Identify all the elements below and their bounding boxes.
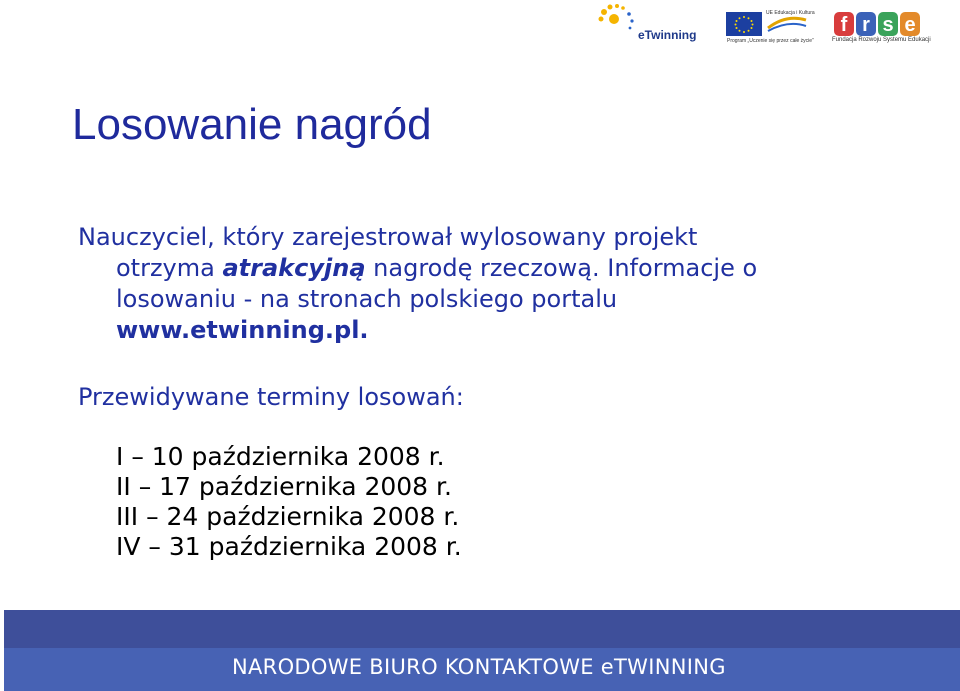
dates-subheading: Przewidywane terminy losowań: — [78, 383, 464, 411]
slide-title: Losowanie nagród — [72, 100, 432, 149]
etwinning-logo-text: eTwinning — [638, 28, 697, 42]
para-line-2-pre: otrzyma — [116, 254, 223, 282]
portal-link[interactable]: www.etwinning.pl. — [116, 316, 369, 344]
lifelong-learning-swoosh-icon — [766, 14, 808, 34]
svg-text:s: s — [882, 14, 894, 36]
footer-band-top — [4, 610, 960, 648]
emphasis-text: atrakcyjną — [222, 254, 366, 282]
svg-text:e: e — [904, 14, 916, 36]
eu-caption-2: Program „Uczenie się przez całe życie” — [727, 38, 814, 44]
dates-list — [116, 442, 462, 562]
para-line-3: losowaniu - na stronach polskiego portalu — [116, 285, 618, 313]
date-item: I – 10 października 2008 r. — [116, 442, 445, 471]
svg-text:r: r — [862, 14, 870, 36]
svg-text:f: f — [840, 14, 848, 36]
para-line-2-post: nagrodę rzeczową. Informacje o — [365, 254, 758, 282]
etwinning-star-icon — [596, 2, 640, 36]
para-line-1: Nauczyciel, który zarejestrował wylosowany projekt — [78, 223, 698, 251]
date-item: III – 24 października 2008 r. — [116, 502, 460, 531]
date-item: IV – 31 października 2008 r. — [116, 532, 462, 561]
info-paragraph — [78, 222, 918, 346]
footer-text: NARODOWE BIURO KONTAKTOWE eTWINNING — [232, 655, 726, 679]
frse-logo-icon — [834, 10, 924, 36]
eu-caption-1: UE Edukacja i Kultura — [766, 10, 815, 16]
eu-flag-icon — [726, 12, 762, 36]
date-item: II – 17 października 2008 r. — [116, 472, 452, 501]
frse-caption: Fundacja Rozwoju Systemu Edukacji — [832, 37, 931, 43]
para-line-2 — [78, 253, 918, 284]
